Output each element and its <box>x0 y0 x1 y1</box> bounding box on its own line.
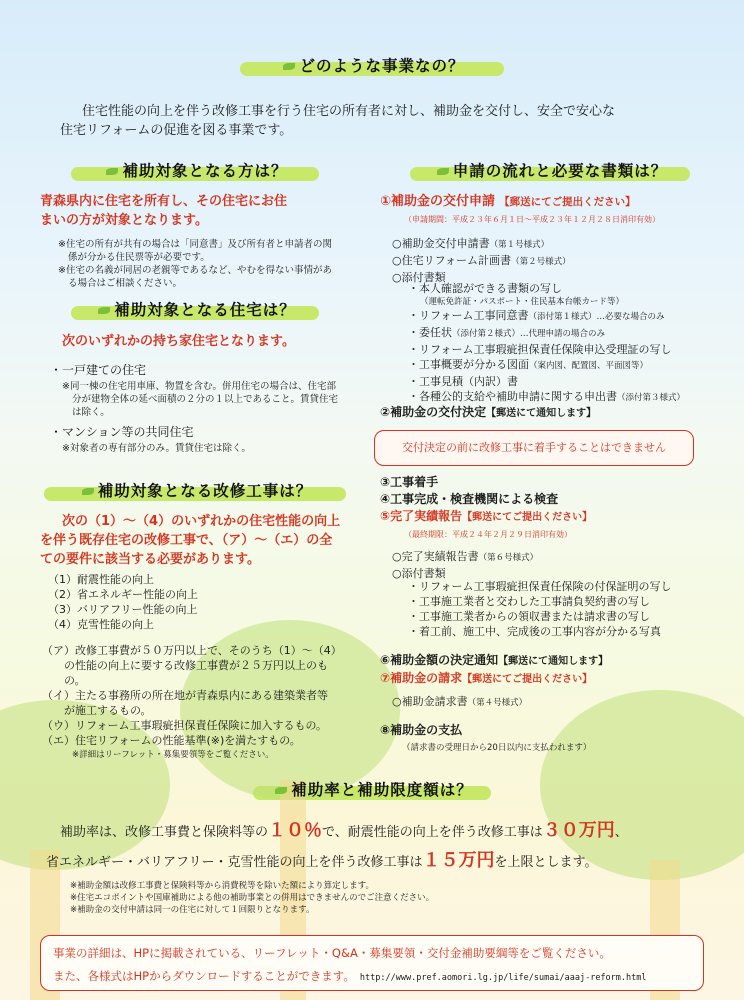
eligible-housing-lead: 次のいずれかの持ち家住宅となります。 <box>62 334 295 349</box>
step-5-documents: ○完了実績報告書（第６号様式） ○添付書類 <box>392 550 539 580</box>
footer-url-link[interactable]: http://www.pref.aomori.lg.jp/life/sumai/aaaj-reform.html <box>359 973 647 983</box>
step-5-deadline: （最終期限：平成２４年２月２９日消印有効） <box>404 530 572 539</box>
eligible-persons-lead: 青森県内に住宅を所有し、その住宅にお住 まいの方が対象となります。 <box>40 194 288 228</box>
rate-line-2: 省エネルギー・バリアフリー・克雪性能の向上を伴う改修工事は１５万円を上限とします。 <box>46 850 598 871</box>
leaf-icon <box>283 63 295 70</box>
apartment-item: ・マンション等の共同住宅 <box>50 425 194 439</box>
step-2: ②補助金の交付決定【郵送にて通知します】 <box>380 405 597 419</box>
leaf-icon <box>437 168 449 175</box>
step-8-note: （請求書の受理日から20日以内に支払われます） <box>402 743 592 753</box>
warning-box <box>374 430 694 466</box>
requirements-note: ※詳細はリーフレット・募集要領等をご覧ください。 <box>72 750 274 760</box>
list-item: （2）省エネルギー性能の向上 <box>48 588 198 601</box>
page-title: どのような事業なの？ <box>250 53 494 79</box>
rate-line-1: 補助率は、改修工事費と保険料等の１０％で、耐震性能の向上を伴う改修工事は３０万円、 <box>60 820 628 841</box>
list-item: （4）克雪性能の向上 <box>48 618 154 631</box>
footer-box <box>40 935 704 991</box>
list-item: （3）バリアフリー性能の向上 <box>48 603 198 616</box>
leaf-icon <box>275 787 287 794</box>
step-7-document: ○補助金請求書（第４号様式） <box>392 695 528 708</box>
step-1: ①補助金の交付申請 【郵送にてご提出ください】 <box>380 194 636 209</box>
list-item: （1）耐震性能の向上 <box>48 573 154 586</box>
requirements-list: （ア）改修工事費が５０万円以上で、そのうち（1）～（4） の性能の向上に要する改修工事費が２５万円以上のも の。 （イ）主たる事務所の所在地が青森県内にある建築業者等 が施工するもの。 （ウ）リフォーム工事瑕疵担保責任保険に加入するもの。 （エ）住宅リフォームの性能基準(※)を満たすもの。 <box>42 644 342 747</box>
steps-3-5: ③工事着手 ④工事完成・検査機関による検査 ⑤完了実績報告【郵送にてご提出ください】 <box>380 475 593 523</box>
performance-items <box>48 572 198 632</box>
warning-text: 交付決定の前に改修工事に着手することはできません <box>402 441 666 454</box>
apartment-note: ※対象者の専有部分のみ。賃貸住宅は除く。 <box>62 443 251 454</box>
step-1-attachments: ・本人確認ができる書類の写し （運転免許証・パスポート・住民基本台帳カード等） ・リフォーム工事同意書（添付第１様式）…必要な場合のみ ・委任状（添付第２様式）…代理申請の場合のみ ・リフォーム工事瑕疵担保責任保険申込受理証の写し ・工事概要が分かる図面（案内図、配置図、平面図等） ・工事見積（内訳）書 ・各種公的支給や補助申請に関する申出書（添付第３様式） <box>408 282 686 403</box>
steps-6-7: ⑥補助金額の決定通知【郵送にて通知します】 ⑦補助金の請求【郵送にてご提出ください】 <box>380 653 609 685</box>
heading-subsidy-rate: 補助率と補助限度額は？ <box>262 777 482 803</box>
heading-eligible-persons: 補助対象となる方は？ <box>80 158 310 184</box>
rate-notes: ※補助金額は改修工事費と保険料等から消費税等を除いた額により算定します。 ※住宅エコポイントや国庫補助による他の補助事業との併用はできませんのでご注意ください。 ※補助金の交付申請は同一の住宅に対して１回限りとなります。 <box>70 881 435 915</box>
heading-eligible-works: 補助対象となる改修工事は？ <box>55 478 335 504</box>
intro-line: 住宅リフォームの促進を図る事業です。 <box>60 123 293 138</box>
leaf-icon <box>106 168 118 175</box>
step-8: ⑧補助金の支払 <box>380 723 463 737</box>
intro-line: 住宅性能の向上を伴う改修工事を行う住宅の所有者に対し、補助金を交付し、安全で安心な <box>82 104 616 119</box>
step-5-attachments: ・リフォーム工事瑕疵担保責任保険の付保証明の写し ・工事施工業者と交わした工事請負契約書の写し ・工事施工業者からの領収書または請求書の写し ・着工前、施工中、完成後の工事内容が分かる写真 <box>408 580 672 638</box>
heading-application-flow: 申請の流れと必要な書類は？ <box>420 158 680 184</box>
detached-house-notes: ※同一棟の住宅用車庫、物置を含む。併用住宅の場合は、住宅部 分が建物全体の延べ面積の２分の１以上であること。賃貸住宅 は除く。 <box>62 381 339 418</box>
footer-line-1: 事業の詳細は、HPに掲載されている、リーフレット・Q&A・募集要領・交付金補助要綱等をご覧ください。 <box>53 946 611 960</box>
detached-house-item: ・一戸建ての住宅 <box>50 363 147 377</box>
footer-line-2: また、各様式はHPからダウンロードすることができます。 http://www.pref.aomori.lg.jp/life/sumai/aaaj-reform.html <box>53 969 647 983</box>
leaf-icon <box>98 307 110 314</box>
step-1-documents: ○補助金交付申請書（第１号様式） ○住宅リフォーム計画書（第２号様式） ○添付書類 <box>392 237 571 284</box>
eligible-works-lead: 次の（1）～（4）のいずれかの住宅性能の向上 を伴う既存住宅の改修工事で、（ア）～（エ）の全 ての要件に該当する必要があります。 <box>40 514 341 567</box>
heading-eligible-housing: 補助対象となる住宅は？ <box>80 297 310 323</box>
intro-text <box>60 102 710 140</box>
leaf-icon <box>82 488 94 495</box>
step-1-period: （申請期間：平成２３年６月１日～平成２３年１２月２８日消印有効） <box>404 215 660 224</box>
eligible-persons-notes: ※住宅の所有が共有の場合は「同意書」及び所有者と申請者の関 係が分かる住民票等が必要です。 ※住宅の名義が同居の老親等であるなど、やむを得ない事情があ る場合はご相談ください。 <box>58 239 332 289</box>
